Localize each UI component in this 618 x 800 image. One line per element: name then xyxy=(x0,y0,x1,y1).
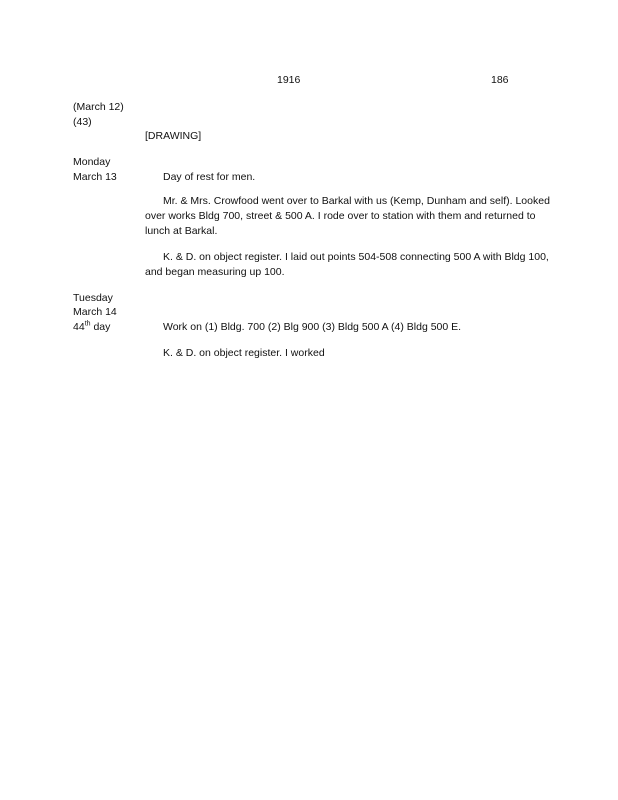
entry-paragraph-4: Work on (1) Bldg. 700 (2) Blg 900 (3) Bldg 500 A (4) Bldg 500 E. xyxy=(163,321,462,333)
date-label-march14: March 14 xyxy=(73,306,117,318)
day-number-note: (43) xyxy=(73,116,92,128)
day-count-word: day xyxy=(90,321,111,333)
date-label-march13: March 13 xyxy=(73,171,117,183)
header-year: 1916 xyxy=(277,74,301,86)
drawing-placeholder: [DRAWING] xyxy=(145,130,202,142)
page-number: 186 xyxy=(491,74,509,86)
date-note: (March 12) xyxy=(73,101,124,113)
day-count-suffix: th xyxy=(84,320,91,328)
entry-paragraph-1: Day of rest for men. xyxy=(163,171,256,183)
day-label-monday: Monday xyxy=(73,156,111,168)
day-label-tuesday: Tuesday xyxy=(73,292,113,304)
day-count-number: 44 xyxy=(73,321,85,333)
entry-paragraph-5: K. & D. on object register. I worked xyxy=(163,347,325,359)
entry-paragraph-3: K. & D. on object register. I laid out points 504-508 connecting 500 A with Bldg 100, and began measuring up 100. xyxy=(145,251,549,278)
day-count-label xyxy=(73,320,110,335)
entry-paragraph-2: Mr. & Mrs. Crowfood went over to Barkal with us (Kemp, Dunham and self). Looked over works Bldg 700, street & 500 A. I rode over to station with them and returned to lunch at Barkal. xyxy=(145,195,550,237)
